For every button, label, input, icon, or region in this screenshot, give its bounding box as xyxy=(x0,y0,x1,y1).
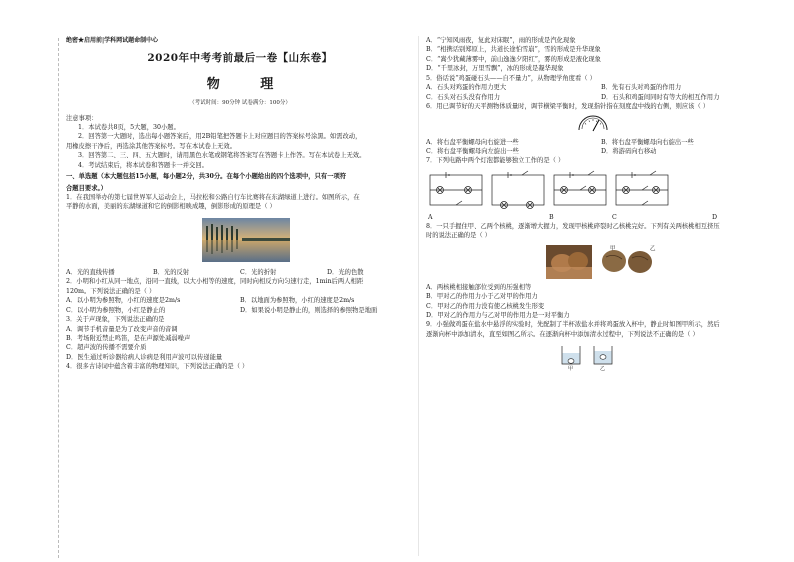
note-item: 3．回答第二、三、四、五大题时，请用黑色水笔或钢笔将答案写在答题卡上作答。写在本试卷上无效。 xyxy=(78,152,366,160)
section-heading: 一、单选题（本大题包括15小题，每小题2分，共30分。在每个小题给出的四个选项中，只有一项符 xyxy=(66,173,347,181)
q3-option-b[interactable]: B．考场附近禁止鸣笛，是在声源处减弱噪声 xyxy=(66,334,191,342)
q5-stem: 5．俗话说“鸡蛋碰石头——自不量力”，从物理学角度看（ ） xyxy=(426,74,596,82)
column-divider xyxy=(418,36,419,556)
q4-option-b[interactable]: B．“相携话别郑原上，共道长途怕雪崩”，雪的形成是升华现象 xyxy=(426,46,601,54)
note-item: 2．回答第一大题时，选出每小题答案后，用2B铅笔把答题卡上对应题目的答案标号涂黑。如需改动， xyxy=(78,133,362,141)
q1-option-a[interactable]: A．光的直线传播 xyxy=(66,268,115,276)
q8-option-c[interactable]: C．甲对乙的作用力没有使乙核桃发生形变 xyxy=(426,302,545,310)
q2-option-b[interactable]: B．以地面为参照物，小红的速度是2m/s xyxy=(240,297,355,305)
q5-option-a[interactable]: A．石头对鸡蛋的作用力更大 xyxy=(426,84,507,92)
left-column xyxy=(66,36,414,372)
q9-stem: 9．小强做鸡蛋在盐水中悬浮的实验时，先配制了半杯浓盐水并将鸡蛋放入杯中，静止时如图甲所示，然后 xyxy=(426,321,720,329)
notes-heading: 注意事项： xyxy=(66,114,98,122)
q2-stem: 2．小明和小红从同一地点，沿同一直线，以大小相等的速度，同时向相反方向匀速行走，1min后两人相距 xyxy=(66,278,364,286)
q3-option-c[interactable]: C．超声波的传播不需要介质 xyxy=(66,344,147,352)
q9-label-yi: 乙 xyxy=(600,366,606,373)
q8-stem: 8．一只手握住甲、乙两个核桃，逐渐增大握力，发现甲核桃碎裂时乙核桃完好。下列有关两核桃相互挤压 xyxy=(426,222,720,230)
q3-option-d[interactable]: D．医生通过听诊器给病人诊病是利用声波可以传递能量 xyxy=(66,353,223,361)
q2-option-c[interactable]: C．以小明为参照物，小红是静止的 xyxy=(66,306,166,314)
q8-walnut-images xyxy=(546,245,664,279)
exam-title: 2020年中考考前最后一卷【山东卷】 xyxy=(147,52,333,64)
q7-circuit-diagrams xyxy=(428,169,776,213)
q2-option-d[interactable]: D．如果说小明是静止的，则选择的参照物是地面 xyxy=(240,306,378,314)
q2-option-a[interactable]: A．以小明为参照物，小红的速度是2m/s xyxy=(66,297,181,305)
q5-options-row1 xyxy=(426,83,776,92)
q6-option-d[interactable]: D．将游码向右移动 xyxy=(601,147,657,155)
note-item: 用橡皮擦干净后，再选涂其他答案标号。写在本试卷上无效。 xyxy=(66,142,237,150)
q1-stem-cont: 平静的水面，美丽的东湖绿道和它的倒影相映成趣，倒影形成的原理是（ ） xyxy=(66,203,276,211)
q6-option-a[interactable]: A．将右盘平衡螺母向右旋进一些 xyxy=(426,138,519,146)
exam-meta: （考试时间：90分钟 试卷满分：100分） xyxy=(189,100,291,107)
q5-option-b[interactable]: B．先有石头对鸡蛋的作用力 xyxy=(601,84,682,92)
q8-stem-cont: 时的说法正确的是（ ） xyxy=(426,232,491,240)
q1-options xyxy=(66,268,414,277)
binding-line xyxy=(52,38,59,558)
secret-header: 绝密★启用前|学科网试题命制中心 xyxy=(66,37,159,44)
q1-option-b[interactable]: B．光的反射 xyxy=(153,268,190,276)
q7-label-a[interactable]: A xyxy=(428,213,433,221)
q2-options-row2 xyxy=(66,306,414,315)
q7-option-labels xyxy=(426,213,776,222)
q6-scale-dial-image xyxy=(576,114,610,134)
q8-label-jia: 甲 xyxy=(610,245,616,252)
q8-option-b[interactable]: B．甲对乙的作用力小于乙对甲的作用力 xyxy=(426,293,538,301)
q8-option-d[interactable]: D．甲对乙的作用力与乙对甲的作用力是一对平衡力 xyxy=(426,312,570,319)
q1-lake-reflection-image xyxy=(202,218,290,262)
note-item: 1．本试卷共8页，5大题，30小题。 xyxy=(78,123,180,131)
q6-option-b[interactable]: B．将右盘平衡螺母向右旋出一些 xyxy=(601,138,694,146)
subject-title: 物 理 xyxy=(206,76,292,92)
q7-label-b[interactable]: B xyxy=(549,213,554,221)
q6-options-row1 xyxy=(426,138,776,147)
right-column xyxy=(426,36,776,373)
q9-stem-cont: 逐渐向杯中添加清水，直至如图乙所示。在逐渐向杯中添加清水过程中，下列说法不正确的是（ ） xyxy=(426,330,699,338)
q1-option-d[interactable]: D．光的色散 xyxy=(327,268,364,276)
q2-stem-cont: 120m。下列说法正确的是（ ） xyxy=(66,287,156,295)
q1-stem: 1．在我国举办的第七届世界军人运动会上，马拉松和公路自行车比赛将在东湖绿道上进行。如图所示，在 xyxy=(66,194,360,201)
q7-label-c[interactable]: C xyxy=(612,213,617,221)
q8-option-a[interactable]: A．两核桃相接触部位受到的压强相等 xyxy=(426,283,532,291)
q4-option-a[interactable]: A．“宁知风雨夜，复此对床眠”，雨的形成是汽化现象 xyxy=(426,37,576,44)
q8-label-yi: 乙 xyxy=(650,245,656,252)
q6-options-row2 xyxy=(426,147,776,156)
q9-label-jia: 甲 xyxy=(568,366,574,373)
q4-option-c[interactable]: C．“嵩少犹藏薄雾中，前山逸逸夕阳红”，雾的形成是液化现象 xyxy=(426,55,601,63)
q5-option-c[interactable]: C．石头对石头没有作用力 xyxy=(426,93,501,101)
q5-option-d[interactable]: D．石头和鸡蛋间同时有等大的相互作用力 xyxy=(601,93,720,101)
q7-label-d[interactable]: D xyxy=(712,213,718,221)
q9-beaker-images xyxy=(558,343,618,373)
section-heading-cont: 合题目要求。） xyxy=(66,184,107,192)
q2-options-row1 xyxy=(66,296,414,305)
q7-stem: 7．下列电路中两个灯泡都能够独立工作的是（ ） xyxy=(426,157,565,165)
q1-option-c[interactable]: C．光的折射 xyxy=(240,268,277,276)
note-item: 4．考试结束后，将本试卷和答题卡一并交回。 xyxy=(78,161,208,169)
q4-stem: 4．很多古诗词中蕴含着丰富的物理知识，下列说法正确的是（ ） xyxy=(66,363,249,371)
q5-options-row2 xyxy=(426,93,776,102)
q3-option-a[interactable]: A．调节手机音量是为了改变声音的音调 xyxy=(66,325,178,333)
q4-option-d[interactable]: D．“千里冰封，万里雪飘”，冰的形成是凝华现象 xyxy=(426,65,564,73)
q6-stem: 6．用已调节好的天平测物体质量时，调节横梁平衡时，发现指针指在刻度盘中线的右侧，则应该（ ） xyxy=(426,103,710,111)
q6-option-c[interactable]: C．将右盘平衡螺母向左旋出一些 xyxy=(426,147,519,155)
q3-stem: 3．关于声现象，下列说法正确的是 xyxy=(66,316,165,324)
